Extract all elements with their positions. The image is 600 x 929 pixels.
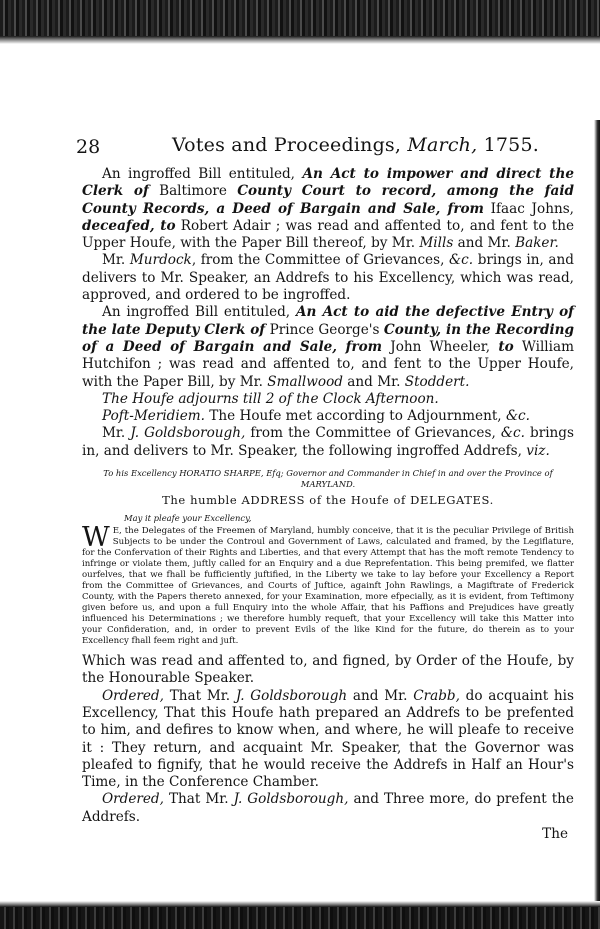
text-run: from the Committee of Grievances,: [245, 425, 501, 442]
address-body: [82, 522, 574, 647]
text-run: That Mr.: [163, 687, 236, 704]
text-run: Baltimore: [148, 183, 238, 200]
address-recipient: To his Excellency HORATIO SHARPE, Efq; Governor and Commander in Chief in and over the Province of MARYLAND.: [103, 468, 553, 490]
text-run: Ordered,: [102, 687, 164, 704]
text-run: , from the Committee of Grievances,: [191, 252, 450, 269]
scan-edge-bottom: [0, 907, 600, 929]
running-title-main: Votes and Proceedings,: [172, 134, 402, 156]
text-run: An ingroffed Bill entituled,: [102, 304, 296, 321]
text-run: The Houfe adjourns till 2 of the Clock Afternoon.: [102, 390, 439, 407]
text-run: J. Goldsborough,: [233, 791, 349, 808]
text-run: Which was read and affented to, and figned, by Order of the Houfe, by the Honourable Speaker.: [82, 653, 574, 687]
text-run: Prince George's: [265, 321, 384, 338]
text-run: to: [498, 338, 514, 355]
catchword-row: [82, 826, 574, 846]
text-run: do acquaint his Excellency, That this Houfe hath prepared an Addrefs to be prefented to him, and defires to know when, and where, he will pleafe to receive it : They return, and acquaint Mr. Speaker, that the Governor was pleafed to fignify, that he would receive the Addrefs in Half an Hour's Time, in the Conference Chamber.: [82, 687, 574, 791]
catchword: The: [542, 826, 568, 843]
text-run: John Wheeler,: [382, 338, 499, 355]
running-title: [172, 134, 539, 156]
address-title: The humble ADDRESS of the Houfe of DELEGATES.: [162, 493, 494, 508]
page-number: 28: [76, 136, 101, 158]
text-run: Baker.: [515, 235, 559, 252]
text-run: Poft-Meridiem.: [102, 408, 205, 425]
text-run: and Mr.: [453, 235, 516, 252]
text-run: deceafed, to: [82, 217, 176, 234]
text-run: J. Goldsborough,: [130, 425, 246, 442]
text-run: Stoddert.: [404, 373, 470, 390]
text-run: Robert Adair ; was read and affented to, and fent to the Upper Houfe, with the Paper Bill thereof, by Mr.: [82, 217, 574, 252]
text-run: and Mr.: [342, 373, 405, 390]
address-block: [82, 468, 574, 647]
text-run: Ifaac Johns,: [483, 200, 574, 217]
text-run: Mr.: [102, 425, 131, 442]
address-salutation: May it pleafe your Excellency,: [124, 513, 252, 524]
book-spine-shadow: [594, 120, 600, 910]
running-title-month: March,: [407, 134, 478, 156]
text-run: viz.: [526, 442, 550, 459]
text-run: William Hutchifon ; was read and affented to, and fent to the Upper Houfe, with the Paper Bill, by Mr.: [82, 338, 574, 390]
text-run: The Houfe met according to Adjournment,: [204, 408, 506, 425]
paragraph-a3: [82, 791, 574, 826]
text-run: brings in, and delivers to Mr. Speaker, an Addrefs to his Excellency, which was read, approved, and ordered to be ingroffed.: [82, 252, 574, 304]
text-run: Crabb,: [413, 687, 460, 704]
text-run: Mills: [419, 235, 454, 252]
text-run: County, in the Recording of a Deed of Bargain and Sale, from: [82, 321, 575, 355]
text-run: Ordered,: [102, 791, 164, 808]
paragraph-a2: [82, 688, 574, 792]
drop-cap: W: [82, 522, 110, 554]
paragraph-p6: [82, 425, 574, 460]
text-run: Mr.: [102, 252, 130, 269]
text-run: J. Goldsborough: [235, 687, 348, 704]
paragraph-p4: [82, 391, 574, 408]
text-run: &c.: [500, 425, 525, 442]
paragraph-p5: [82, 408, 574, 425]
text-run: Murdock: [129, 252, 192, 269]
closing-text: [82, 653, 574, 826]
text-run: That Mr.: [163, 791, 234, 808]
text-run: and Mr.: [347, 687, 414, 704]
proceedings-text: [82, 166, 574, 460]
page-header: [76, 130, 574, 160]
text-run: brings in, and delivers to Mr. Speaker, the following ingroffed Addrefs,: [82, 425, 574, 459]
paragraph-p1: [82, 166, 574, 252]
text-run: Smallwood: [267, 373, 343, 390]
paragraph-p2: [82, 252, 574, 304]
paragraph-a1: [82, 653, 574, 688]
text-run: An Act to aid the defective Entry of the late Deputy Clerk of: [82, 304, 574, 338]
text-run: County Court to record, among the faid County Records, a Deed of Bargain and Sale, from: [82, 183, 574, 217]
text-run: An ingroffed Bill entituled,: [102, 166, 303, 182]
document-page: [76, 130, 575, 846]
text-run: and Three more, do prefent the Addrefs.: [82, 791, 574, 825]
scan-edge-top: [0, 0, 600, 44]
paragraph-p3: [82, 304, 574, 390]
running-title-year: 1755.: [483, 134, 540, 156]
address-body-text: E, the Delegates of the Freemen of Maryland, humbly conceive, that it is the peculiar Privilege of British Subjects to be under the Controul and Government of Laws, calculated and framed, by the Legiflature, for the Confervation of their Rights and Liberties, and that every Attempt that has the moft remote Tendency to infringe or violate them, juftly called for an Enquiry and a due Reprefentation. This being premifed, we flatter ourfelves, that we fhall be fufficiently juftified, in the Liberty we take to lay before your Excellency a Report from the Committee of Grievances, and Courts of Juftice, againft John Rawlings, a Magiftrate of Frederick County, with the Papers thereto annexed, for your Examination, more efpecially, as it is evident, from Teftimony given before us, and upon a full Enquiry into the whole Affair, that his Paffions and Prejudices have greatly influenced his Determinations ; we therefore humbly requeft, that your Excellency will take this Matter into your Confideration, and, in order to prevent Evils of the like Kind for the future, do therein as to your Excellency fhall feem right and juft.: [82, 526, 574, 647]
text-run: &c.: [449, 252, 474, 269]
text-run: &c.: [505, 408, 530, 425]
text-run: An Act to impower and direct the Clerk of: [82, 166, 574, 200]
